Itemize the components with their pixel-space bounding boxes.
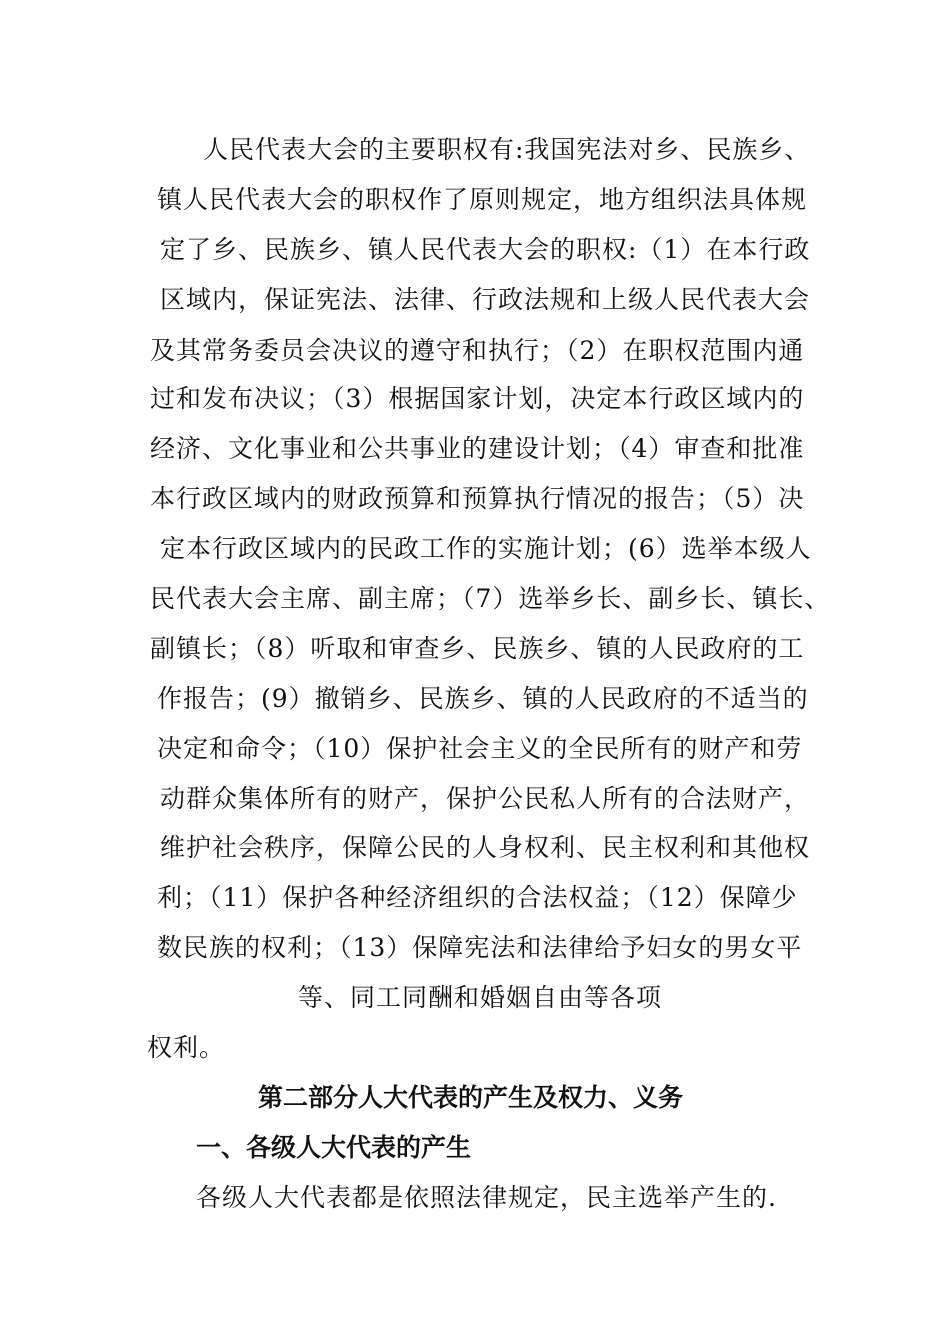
- paragraph-line: 等、同工同酬和婚姻自由等各项: [298, 983, 663, 1012]
- paragraph-line: 定本行政区域内的民政工作的实施计划；(6）选举本级人: [160, 534, 812, 563]
- paragraph-line: 维护社会秩序，保障公民的人身权利、民主权利和其他权: [160, 833, 811, 862]
- paragraph-line: 人民代表大会的主要职权有:我国宪法对乡、民族乡、: [203, 135, 811, 164]
- paragraph-line: 定了乡、民族乡、镇人民代表大会的职权:（1）在本行政: [160, 235, 811, 264]
- paragraph-line: 副镇长；（8）听取和审查乡、民族乡、镇的人民政府的工: [150, 634, 805, 663]
- paragraph-line: 动群众集体所有的财产，保护公民私人所有的合法财产，: [160, 784, 811, 813]
- paragraph-line: 数民族的权利；（13）保障宪法和法律给予妇女的男女平: [157, 933, 803, 962]
- paragraph-line: 经济、文化事业和公共事业的建设计划；（4）审查和批准: [150, 434, 805, 463]
- paragraph-line: 决定和命令；（10）保护社会主义的全民所有的财产和劳: [157, 734, 803, 763]
- section-title: 第二部分人大代表的产生及权力、义务: [258, 1083, 684, 1112]
- paragraph-line: 区域内，保证宪法、法律、行政法规和上级人民代表大会: [160, 285, 811, 314]
- paragraph-line: 及其常务委员会决议的遵守和执行；（2）在职权范围内通: [150, 336, 805, 365]
- paragraph-line: 本行政区域内的财政预算和预算执行情况的报告；（5）决: [150, 484, 805, 513]
- paragraph-line: 利；（11）保护各种经济组织的合法权益；（12）保障少: [157, 883, 798, 912]
- paragraph-line: 民代表大会主席、副主席；（7）选举乡长、副乡长、镇长、: [150, 584, 831, 613]
- paragraph-line: 镇人民代表大会的职权作了原则规定，地方组织法具体规: [157, 185, 808, 214]
- paragraph-line: 权利。: [147, 1033, 226, 1062]
- paragraph-line: 各级人大代表都是依照法律规定，民主选举产生的.: [196, 1183, 777, 1212]
- paragraph-line: 作报告；(9）撤销乡、民族乡、镇的人民政府的不适当的: [157, 684, 809, 713]
- paragraph-line: 过和发布决议；（3）根据国家计划，决定本行政区域内的: [150, 384, 805, 413]
- subsection-title: 一、各级人大代表的产生: [196, 1133, 472, 1162]
